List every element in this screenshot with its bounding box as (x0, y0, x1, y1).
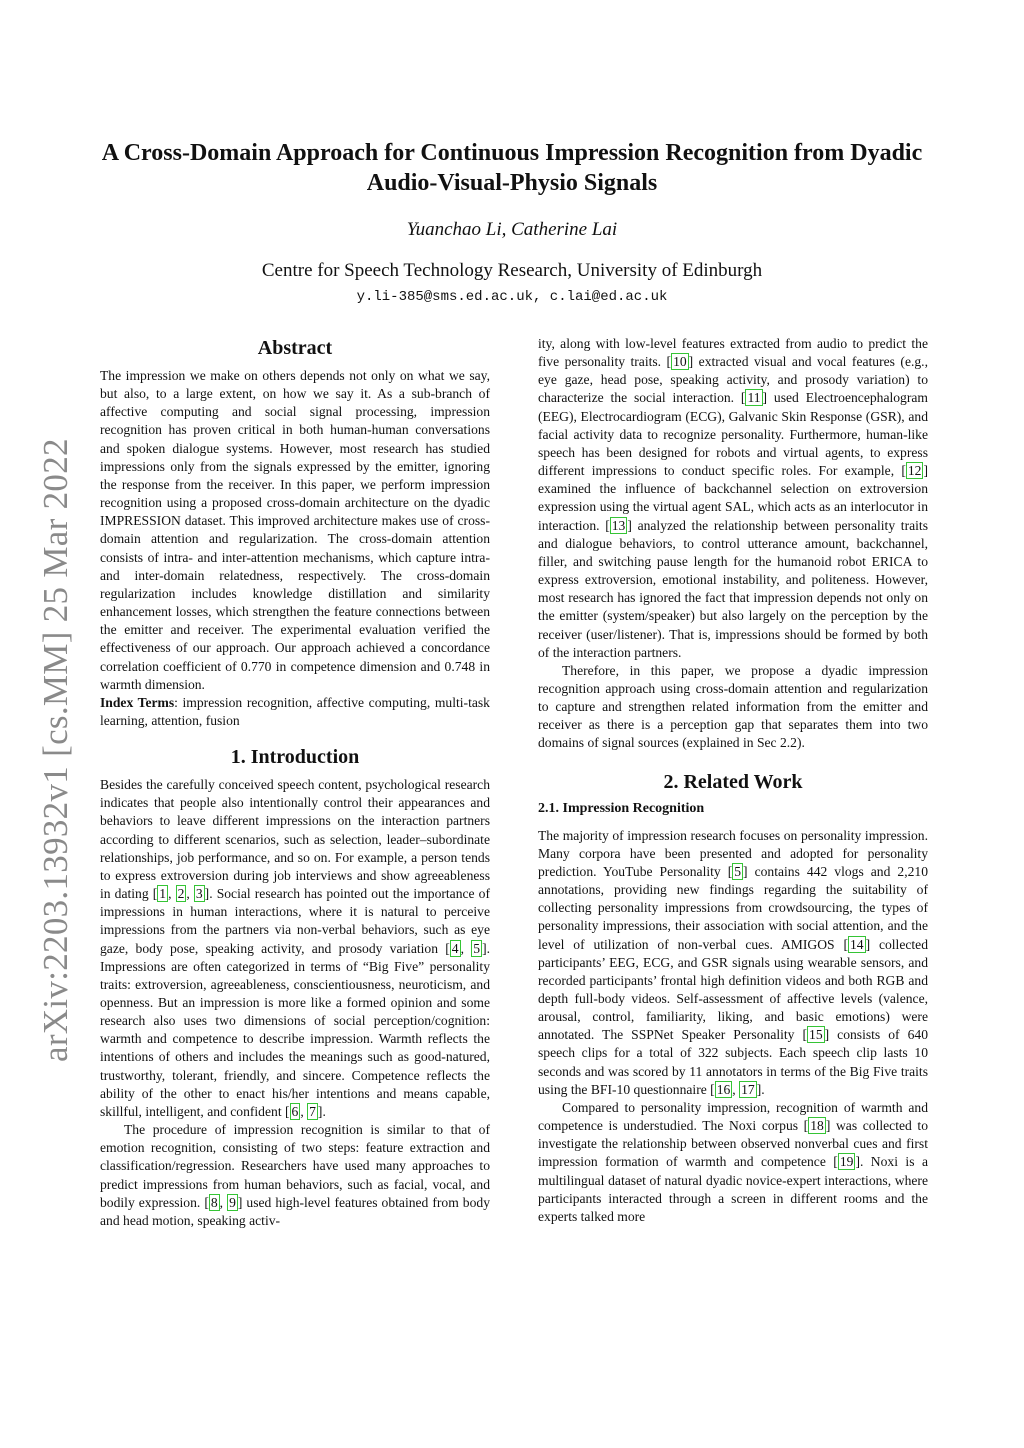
citation-link[interactable]: 4 (451, 940, 459, 956)
introduction-paragraph-2-continued (538, 335, 928, 662)
paper-authors: Yuanchao Li, Catherine Lai (406, 219, 618, 240)
introduction-paragraph-1 (100, 776, 490, 1121)
related-work-paragraph-1 (538, 827, 928, 1099)
right-column (538, 335, 928, 1226)
text-run: Besides the carefully conceived speech content, psychological research indicates that people also intentionally control their appearances and behaviors to leave different impressions on the interaction partners according to different scenarios, such as selection, leader–subordinate relationships, job performance, and so on. For example, a person tends to express extroversion during job interviews and show agreeableness in dating [ (100, 777, 490, 902)
introduction-paragraph-2 (100, 1121, 490, 1230)
text-run: ] extracted visual and vocal features (e.g., eye gaze, head pose, speaking activity, and prosody variation) to characterize the social interaction. [ (538, 354, 928, 406)
paper-title: A Cross-Domain Approach for Continuous Impression Recognition from Dyadic Audio-Visual-Physio Signals (101, 140, 923, 196)
index-terms (100, 694, 490, 730)
paper-emails: y.li-385@sms.ed.ac.uk, c.lai@ed.ac.uk (356, 289, 668, 305)
text-run: , (168, 886, 176, 902)
text-run: ] used high-level features obtained from body and head motion, speaking activ- (100, 1194, 490, 1228)
related-work-heading: 2. Related Work (663, 770, 803, 793)
text-run: , (186, 886, 194, 902)
index-terms-label: Index Terms (100, 694, 175, 710)
text-run: ] collected participants’ EEG, ECG, and GSR signals using wearable sensors, and recorded participants’ frontal high definition videos and both RGB and depth full-body videos. Self-assessment of affective levels (valence, arousal, control, familiarity, liking, and basic emotions) were annotated. The SSPNet Speaker Personality [ (538, 936, 928, 1043)
text-run: ] contains 442 vlogs and 2,210 annotations, providing new findings regarding the suitability of collecting personality impressions from crowdsourcing, the types of personality impressions, their association with social attention, and the level of utilization of non-verbal cues. AMIGOS [ (538, 863, 928, 952)
text-run: Compared to personality impression, recognition of warmth and competence is understudied. The Noxi corpus [ (538, 1099, 928, 1134)
citation-link[interactable]: 1 (159, 886, 167, 902)
citation-link[interactable]: 9 (229, 1194, 236, 1210)
citation-link[interactable]: 14 (849, 936, 864, 952)
citation-link[interactable]: 18 (810, 1118, 824, 1134)
citation-link[interactable]: 12 (907, 463, 922, 479)
citation-link[interactable]: 5 (473, 940, 481, 956)
citation-link[interactable]: 2 (177, 886, 185, 902)
citation-link[interactable]: 16 (716, 1081, 731, 1097)
text-run: ]. (756, 1081, 765, 1097)
text-run: ] consists of 640 speech clips for a total of 322 subjects. Each speech clip lasts 10 seconds and was scored by 11 annotators in terms of the Big Five traits using the BFI-10 questionnaire [ (538, 1027, 928, 1097)
citation-link[interactable]: 19 (839, 1154, 854, 1170)
citation-link[interactable]: 17 (741, 1081, 755, 1097)
index-terms-text: : impression recognition, affective computing, multi-task learning, attention, fusion (100, 694, 490, 728)
abstract-text: The impression we make on others depends not only on what we say, but also, to a large extent, on how we say it. As a sub-branch of affective computing and social signal processing, impression recognition has proven critical in both human-human conversations and spoken dialogue systems. However, most research has studied impressions only from the signals expressed by the emitter, ignoring the response from the receiver. In this paper, we perform impression recognition using a proposed cross-domain architecture on the dyadic IMPRESSION dataset. This improved architecture makes use of cross-domain attention and regularization. The cross-domain attention consists of intra- and inter-attention mechanisms, which capture intra- and inter-domain relatedness, respectively. The cross-domain regularization includes knowledge distillation and similarity enhancement losses, which strengthen the feature connections between the emitter and receiver. The experimental evaluation verified the effectiveness of our approach. Our approach achieved a concordance correlation coefficient of 0.770 in competence dimension and 0.748 in warmth dimension. (100, 368, 490, 692)
left-column (100, 335, 490, 1230)
related-work-paragraph-2 (538, 1099, 928, 1226)
impression-recognition-subheading: 2.1. Impression Recognition (538, 800, 705, 816)
text-run: , (460, 940, 472, 956)
text-run: , (300, 1103, 308, 1119)
text-run: , (219, 1194, 228, 1210)
citation-link[interactable]: 5 (734, 863, 742, 879)
text-run: , (732, 1081, 740, 1097)
text-run: ]. (317, 1103, 326, 1119)
text-run: ]. Social research has pointed out the importance of impressions in human interactions, where it is natural to perceive impressions from the partners via non-verbal behaviors, such as eye gaze, body pose, speaking activity, and prosody variation [ (100, 886, 490, 956)
citation-link[interactable]: 6 (291, 1103, 299, 1119)
introduction-heading: 1. Introduction (230, 746, 360, 769)
citation-link[interactable]: 15 (809, 1027, 823, 1043)
text-run: The majority of impression research focuses on personality impression. Many corpora have been presented and adopted for personality prediction. YouTube Personality [ (538, 827, 928, 879)
citation-link[interactable]: 11 (747, 390, 761, 406)
citation-link[interactable]: 7 (309, 1103, 316, 1119)
citation-link[interactable]: 13 (611, 517, 626, 533)
text-run: ]. Noxi is a multilingual dataset of natural dyadic novice-expert interactions, where participants interacted through a screen in different rooms and the experts talked more (538, 1154, 928, 1224)
paper-affiliation: Centre for Speech Technology Research, University of Edinburgh (261, 260, 763, 281)
introduction-paragraph-3: Therefore, in this paper, we propose a dyadic impression recognition approach using cross-domain attention and regularization to capture and strengthen related information from the emitter and receiver as there is a perception gap that separates them into two domains of signal sources (explained in Sec 2.2). (538, 662, 928, 751)
citation-link[interactable]: 8 (210, 1194, 218, 1210)
text-run: ] used Electroencephalogram (EEG), Electrocardiogram (ECG), Galvanic Skin Response (GSR), and facial activity data to recognize personality. Furthermore, human-like speech has been designed for robots and virtual agents, to express different impressions to conduct specific roles. For example, [ (538, 390, 928, 479)
citation-link[interactable]: 3 (195, 886, 203, 902)
text-run: ity, along with low-level features extracted from audio to predict the five personality traits. [ (538, 336, 928, 370)
citation-link[interactable]: 10 (673, 354, 687, 370)
text-run: ] was collected to investigate the relationship between observed nonverbal cues and first impression formation of warmth and competence [ (538, 1118, 929, 1170)
text-run: ]. Impressions are often categorized in terms of “Big Five” personality traits: extroversion, agreeableness, conscientiousness, neuroticism, and openness. But an impression is more like a formed opinion and some research also uses two dimensions of social perception/cognition: warmth and competence to describe impression. Warmth reflects the intentions of others and includes the meanings such as good-natured, trustworthy, tolerant, friendly, and sincere. Competence reflects the ability of the other to enact his/her intentions and means capable, skillful, intelligent, and confident [ (100, 940, 490, 1119)
text-run: ] examined the influence of backchannel selection on extroversion expression using the virtual agent SAL, which acts as an interlocutor in interaction. [ (538, 463, 928, 533)
text-run: ] analyzed the relationship between personality traits and dialogue behaviors, to control utterance amount, backchannel, filler, and switching pause length for the humanoid robot ERICA to express extroversion, emotional instability, and politeness. However, most research has ignored the fact that impression depends not only on the emitter (system/speaker) but also largely on the perception by the receiver (user/listener). That is, impressions should be formed by both of the interaction partners. (538, 517, 928, 660)
abstract-heading: Abstract (257, 337, 333, 359)
text-run: The procedure of impression recognition is similar to that of emotion recognition, consisting of two steps: feature extraction and classification/regression. Researchers have used many approaches to predict impressions from human behaviors, such as facial, vocal, and bodily expression. [ (100, 1122, 490, 1210)
arxiv-identifier: arXiv:2203.13932v1 [cs.MM] 25 Mar 2022 (36, 438, 75, 1062)
